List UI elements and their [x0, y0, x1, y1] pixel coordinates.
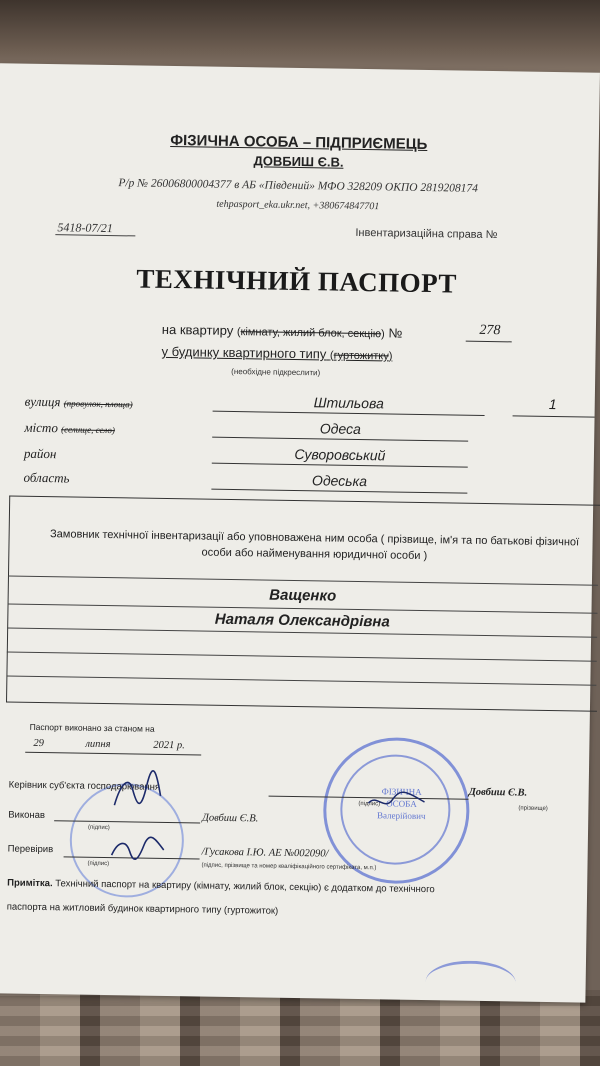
- head-name: Довбиш Є.В.: [468, 786, 528, 799]
- bank-details: Р/р № 26006800004377 в АБ «Південий» МФО 328209 ОКПО 2819208174: [118, 177, 478, 195]
- case-label: Інвентаризаційна справа №: [355, 226, 498, 242]
- executor-signature-caption: (підпис): [87, 824, 110, 832]
- apartment-number: 278: [479, 322, 501, 339]
- region-label: область: [23, 469, 70, 486]
- city-label: [24, 420, 115, 437]
- case-number-underline: [55, 234, 135, 236]
- checker-signature-caption: (підпис): [87, 860, 110, 868]
- note-text-line-1: Технічний паспорт на квартиру (кімнату, жилий блок, секцію) є додатком до технічного: [55, 878, 435, 896]
- customer-surname: Ващенко: [269, 586, 337, 605]
- org-name: ФІЗИЧНА ОСОБА – ПІДПРИЄМЕЦЬ: [170, 131, 428, 154]
- head-name-caption: (прізвище): [518, 805, 548, 812]
- completion-year: 2021 р.: [153, 739, 185, 752]
- street-alt: (провулок, площа): [63, 398, 133, 410]
- executor-label: Виконав: [8, 809, 46, 822]
- customer-caption: Замовник технічної інвентаризації або уповноважена ним особа ( прізвище, ім'я та по батькові фізичної особи або найменування юридичної особи ): [49, 528, 580, 563]
- object-line-2-prefix: у будинку квартирного типу: [161, 343, 327, 362]
- note-line-1: [7, 878, 435, 896]
- document-sheet: [0, 63, 600, 1002]
- underline-note: (необхідне підкреслити): [231, 366, 321, 378]
- completion-underline: [25, 752, 201, 756]
- object-line-1-prefix: на квартиру: [161, 321, 234, 338]
- region-value: Одеська: [311, 472, 368, 490]
- city-value: Одеса: [319, 420, 361, 437]
- completion-caption: Паспорт виконано за станом на: [29, 721, 155, 734]
- director-signature-scribble: [366, 789, 426, 814]
- document-title: ТЕХНІЧНИЙ ПАСПОРТ: [136, 263, 458, 299]
- note-label: Примітка.: [7, 877, 53, 890]
- object-line-1-close: ): [381, 328, 385, 341]
- contacts: tehpasport_eka.ukr.net, +380674847701: [216, 198, 380, 213]
- house-underline: [513, 415, 595, 417]
- completion-month: липня: [85, 738, 111, 751]
- checker-name-caption: (підпис, прізвище та номер кваліфікаційного сертифіката, м.п.): [201, 862, 377, 872]
- checker-label: Перевірив: [7, 843, 54, 856]
- checker-name: /Гусакова І.Ю. АЕ №002090/: [201, 846, 329, 860]
- completion-day: 29: [33, 737, 44, 750]
- note-text-line-2: паспорта на житловий будинок квартирного типу (гуртожиток): [6, 901, 279, 917]
- number-sign: №: [388, 325, 403, 341]
- object-line-2: [161, 344, 392, 363]
- object-line-2-open: (: [329, 349, 334, 362]
- apartment-number-underline: [466, 341, 512, 343]
- customer-given-names: Наталя Олександрівна: [214, 610, 390, 631]
- street-label: [25, 394, 133, 412]
- district-label: район: [23, 445, 57, 462]
- object-line-1: [162, 322, 403, 341]
- district-value: Суворовський: [294, 445, 386, 464]
- executor-name: Довбиш Є.В.: [202, 812, 259, 825]
- street-label-text: вулиця: [24, 393, 61, 410]
- case-number: 5418-07/21: [57, 220, 113, 236]
- head-label: Керівник суб'єкта господарювання: [8, 779, 161, 793]
- street-value: Штильова: [313, 394, 384, 412]
- city-alt: (селище, село): [61, 424, 115, 436]
- org-person: ДОВБИШ Є.В.: [253, 153, 344, 170]
- object-line-1-open: (: [236, 326, 241, 339]
- head-signature-scribble: [106, 765, 167, 826]
- object-line-2-struck: гуртожитку: [333, 349, 389, 363]
- partial-seal: [425, 960, 516, 1004]
- object-line-1-struck: кімнату, жилий блок, секцію: [240, 326, 382, 341]
- seal-text: ФІЗИЧНА ОСОБА Валерійович: [376, 786, 426, 822]
- city-label-text: місто: [24, 419, 59, 436]
- object-line-2-close: ): [388, 350, 393, 363]
- house-number: 1: [548, 395, 557, 413]
- checker-signature-scribble: [107, 833, 168, 868]
- head-signature-caption: (підпис): [358, 801, 381, 808]
